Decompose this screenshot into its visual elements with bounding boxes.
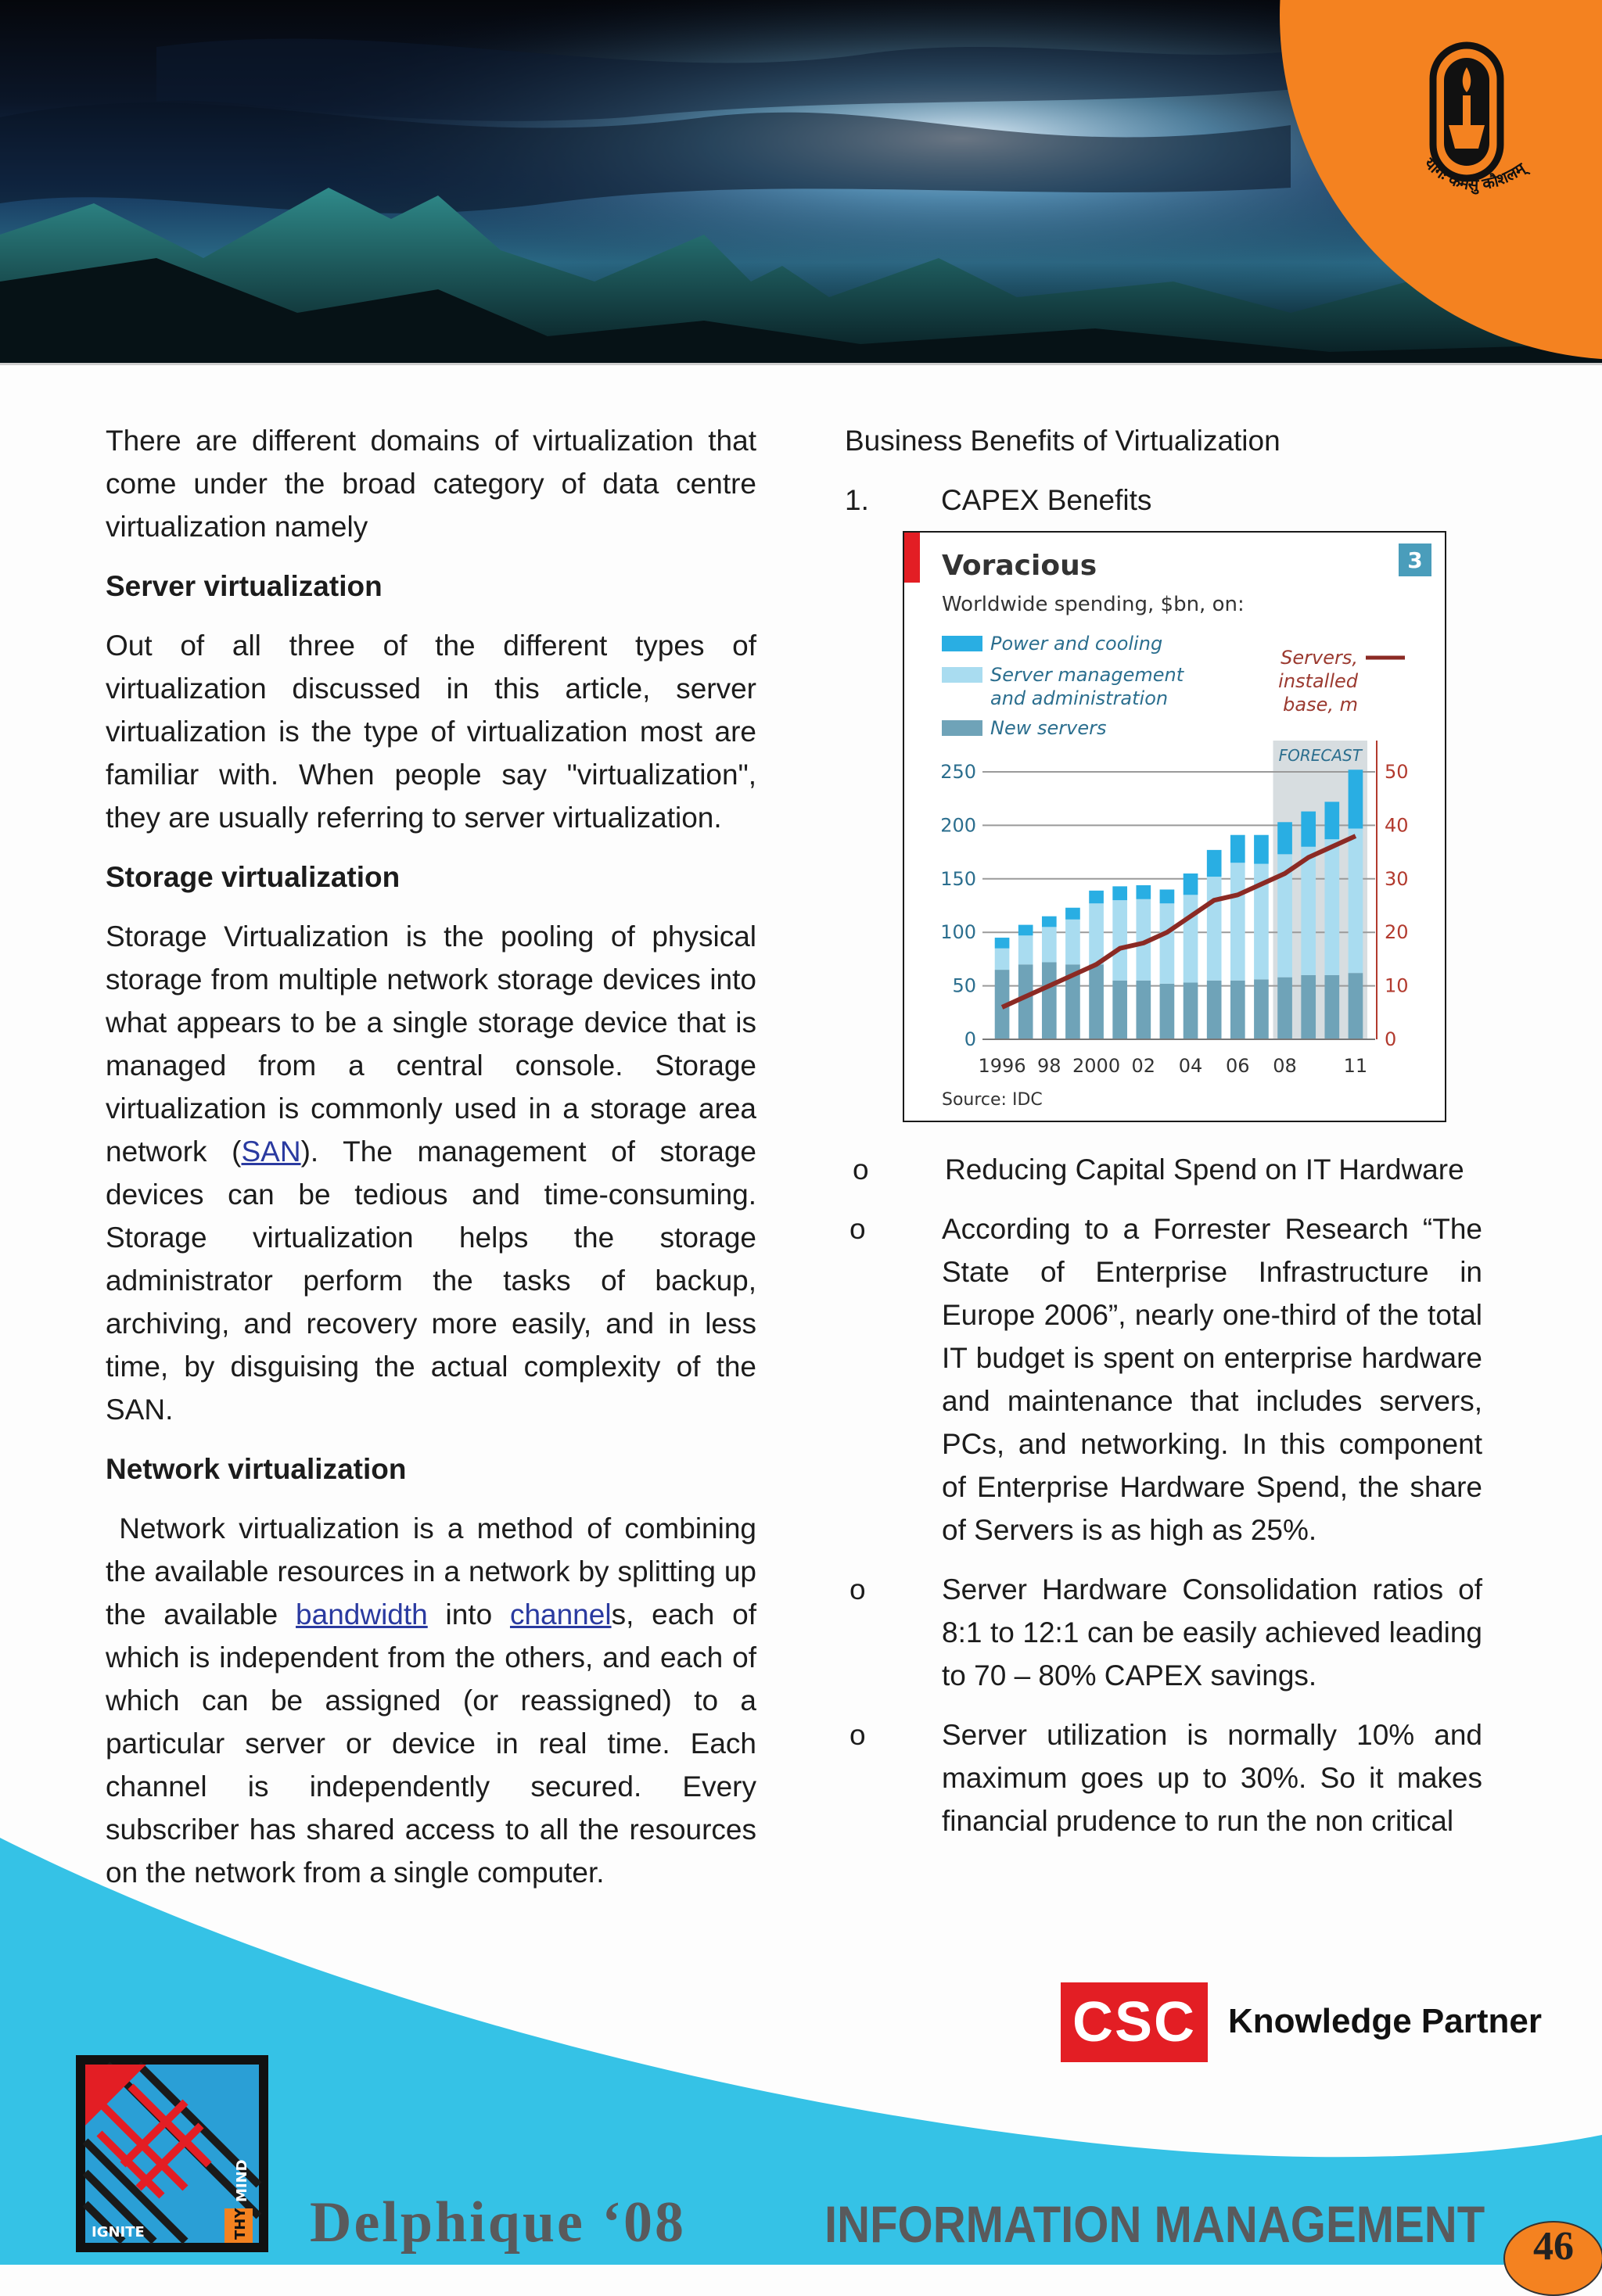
- bar-segment: [1277, 822, 1292, 854]
- legend-swatch: [942, 720, 982, 736]
- csc-logo: CSC: [1061, 1982, 1208, 2062]
- bar-segment: [1042, 927, 1057, 962]
- y2-tick-label: 30: [1385, 867, 1409, 890]
- bullet-text: Reducing Capital Spend on IT Hardware: [945, 1153, 1464, 1186]
- bullet-mark: o: [849, 1719, 866, 1751]
- legend-label: Power and cooling: [990, 633, 1163, 655]
- bar-segment: [1136, 885, 1151, 899]
- bar-segment: [1065, 920, 1080, 964]
- y2-tick-label: 10: [1385, 974, 1409, 997]
- chart-source: Source: IDC: [942, 1090, 1043, 1110]
- bar-segment: [995, 938, 1010, 949]
- chart-legend: [942, 633, 1405, 739]
- storage-virtualization-paragraph: Storage Virtualization is the pooling of physical storage from multiple network storage devices into what appears to be a single storage device that is managed from a central console. Storage virtualization is commonly used in a storage area network (SAN). The management of storage devices can be tedious and time-consuming. Storage virtualization helps the storage administrator perform the tasks of backup, archiving, and recovery more easily, and in less time, by disguising the actual complexity of the SAN.: [106, 920, 756, 1426]
- legend-label: Server management: [990, 664, 1184, 686]
- x-tick-label: 02: [1131, 1055, 1156, 1077]
- x-tick-label: 98: [1037, 1055, 1061, 1077]
- capex-list-item: [845, 479, 1482, 522]
- bullet-text: Server Hardware Consolidation ratios of 8:1 to 12:1 can be easily achieved leading to 70 – 80% CAPEX savings.: [942, 1573, 1482, 1692]
- bullet-item: [845, 1207, 1482, 1552]
- forecast-label: FORECAST: [1278, 746, 1362, 765]
- chart-accent-bar: [904, 533, 920, 583]
- channel-link[interactable]: channel: [509, 1598, 612, 1631]
- bar-segment: [1042, 917, 1057, 927]
- bar-segment: [1254, 835, 1269, 864]
- bullet-item: [845, 1568, 1482, 1697]
- legend-swatch: [942, 667, 982, 683]
- y-tick-label: 200: [940, 814, 976, 837]
- y2-tick-label: 40: [1385, 814, 1409, 837]
- ignite-label: IGNITE: [92, 2224, 145, 2240]
- chart-subtitle: Worldwide spending, $bn, on:: [942, 593, 1245, 616]
- bullet-mark: o: [849, 1213, 866, 1245]
- bar-segment: [1301, 847, 1316, 975]
- y2-tick-label: 0: [1385, 1028, 1397, 1050]
- bandwidth-link[interactable]: bandwidth: [296, 1598, 428, 1631]
- bar-segment: [1089, 891, 1104, 903]
- bullet-mark: o: [853, 1153, 869, 1186]
- bar-segment: [1160, 984, 1175, 1039]
- bar-segment: [1324, 839, 1339, 975]
- voracious-chart: [903, 531, 1446, 1122]
- business-benefits-heading: Business Benefits of Virtualization: [845, 425, 1281, 457]
- intro-paragraph: There are different domains of virtualization that come under the broad category of data centre virtualization namely: [106, 425, 756, 543]
- thy-label: THY: [232, 2208, 249, 2240]
- network-virtualization-paragraph: Network virtualization is a method of combining the available resources in a network by splitting up the available bandwidth into channels, each of which is independent from the others, and each of which can be assigned (or reassigned) to a particular server or device in real time. Each channel is independently secured. Every subscriber has shared access to all the resources on the network from a single computer.: [106, 1512, 765, 1889]
- y-tick-label: 150: [940, 867, 976, 890]
- bullet-text: Server utilization is normally 10% and maximum goes up to 30%. So it makes financial prudence to run the non critical: [942, 1719, 1482, 1837]
- bar-segment: [1089, 903, 1104, 964]
- bar-segment: [1349, 770, 1363, 828]
- list-item-text: CAPEX Benefits: [941, 484, 1152, 516]
- bar-segment: [1042, 963, 1057, 1039]
- bar-segment: [1018, 925, 1033, 936]
- y-tick-label: 100: [940, 921, 976, 944]
- bar-segment: [1018, 964, 1033, 1039]
- bar-segment: [1324, 802, 1339, 839]
- server-virtualization-paragraph: Out of all three of the different types of virtualization discussed in this article, server virtualization is the type of virtualization most are familiar with. When people say "virtualization", they are usually referring to server virtualization.: [106, 630, 756, 834]
- bar-segment: [1301, 812, 1316, 847]
- bar-segment: [1018, 935, 1033, 964]
- left-column: [106, 419, 765, 1910]
- legend-line-label: Servers,: [1281, 647, 1358, 669]
- y-tick-label: 0: [964, 1028, 976, 1050]
- bar-segment: [1230, 835, 1245, 863]
- chart-title: Voracious: [942, 550, 1097, 582]
- header-banner: [0, 0, 1602, 364]
- bar-segment: [1254, 979, 1269, 1039]
- legend-line-label: base, m: [1283, 694, 1358, 716]
- x-tick-label: 1996: [978, 1055, 1026, 1077]
- legend-label: and administration: [990, 687, 1169, 709]
- knowledge-partner-label: Knowledge Partner: [1228, 2002, 1542, 2040]
- bar-segment: [1230, 863, 1245, 980]
- san-link[interactable]: SAN: [241, 1135, 301, 1168]
- y-tick-label: 250: [940, 761, 976, 783]
- footer-title: Delphique ‘08: [310, 2190, 687, 2255]
- bar-segment: [995, 949, 1010, 970]
- bar-segment: [1065, 908, 1080, 920]
- institute-emblem-logo: [1400, 31, 1557, 211]
- x-tick-label: 08: [1273, 1055, 1297, 1077]
- y-tick-label: 50: [952, 974, 976, 997]
- bar-segment: [1112, 886, 1127, 900]
- page-number: 46: [1533, 2224, 1574, 2269]
- bar-segment: [1207, 850, 1222, 877]
- bullet-mark: o: [849, 1573, 866, 1605]
- chart-canvas: [904, 533, 1445, 1121]
- bar-segment: [1184, 874, 1198, 895]
- bar-segment: [1089, 964, 1104, 1039]
- bar-segment: [1324, 975, 1339, 1039]
- y2-tick-label: 50: [1385, 761, 1409, 783]
- bar-segment: [1207, 981, 1222, 1039]
- bullet-item: [845, 1148, 1482, 1191]
- bar-segment: [1301, 975, 1316, 1039]
- bar-segment: [1207, 877, 1222, 981]
- legend-label: New servers: [990, 717, 1107, 739]
- y2-tick-label: 20: [1385, 921, 1409, 944]
- bar-segment: [1160, 889, 1175, 903]
- bar-segment: [1349, 973, 1363, 1039]
- bar-segment: [1277, 978, 1292, 1039]
- mind-label: MIND: [234, 2159, 250, 2202]
- bar-segment: [1160, 903, 1175, 984]
- bar-segment: [1184, 982, 1198, 1039]
- x-tick-label: 11: [1343, 1055, 1368, 1077]
- storage-virtualization-heading: Storage virtualization: [106, 861, 400, 893]
- server-virtualization-heading: Server virtualization: [106, 570, 383, 602]
- bar-segment: [1184, 895, 1198, 982]
- x-tick-label: 06: [1226, 1055, 1250, 1077]
- chart-badge: 3: [1407, 547, 1423, 573]
- legend-swatch: [942, 636, 982, 651]
- emblem-motto: योगः कर्मसु कौशलम्: [1421, 153, 1529, 194]
- legend-line-label: installed: [1278, 670, 1358, 692]
- bullet-text: According to a Forrester Research “The State of Enterprise Infrastructure in Europe 2006”, nearly one-third of the total IT budget is spent on enterprise hardware and maintenance that includes servers, PCs, and networking. In this component of Enterprise Hardware Spend, the share of Servers is as high as 25%.: [942, 1213, 1482, 1546]
- list-number: 1.: [845, 484, 869, 516]
- bar-segment: [1349, 829, 1363, 974]
- x-tick-label: 04: [1178, 1055, 1203, 1077]
- bar-segment: [1112, 900, 1127, 981]
- footer-section-title: INFORMATION MANAGEMENT: [824, 2195, 1485, 2253]
- network-virtualization-heading: Network virtualization: [106, 1453, 407, 1485]
- x-tick-label: 2000: [1072, 1055, 1121, 1077]
- bar-segment: [1112, 981, 1127, 1039]
- bar-segment: [1136, 981, 1151, 1039]
- bar-segment: [1230, 981, 1245, 1039]
- ignite-thy-mind-logo: [76, 2055, 268, 2252]
- header-divider: [0, 363, 1602, 365]
